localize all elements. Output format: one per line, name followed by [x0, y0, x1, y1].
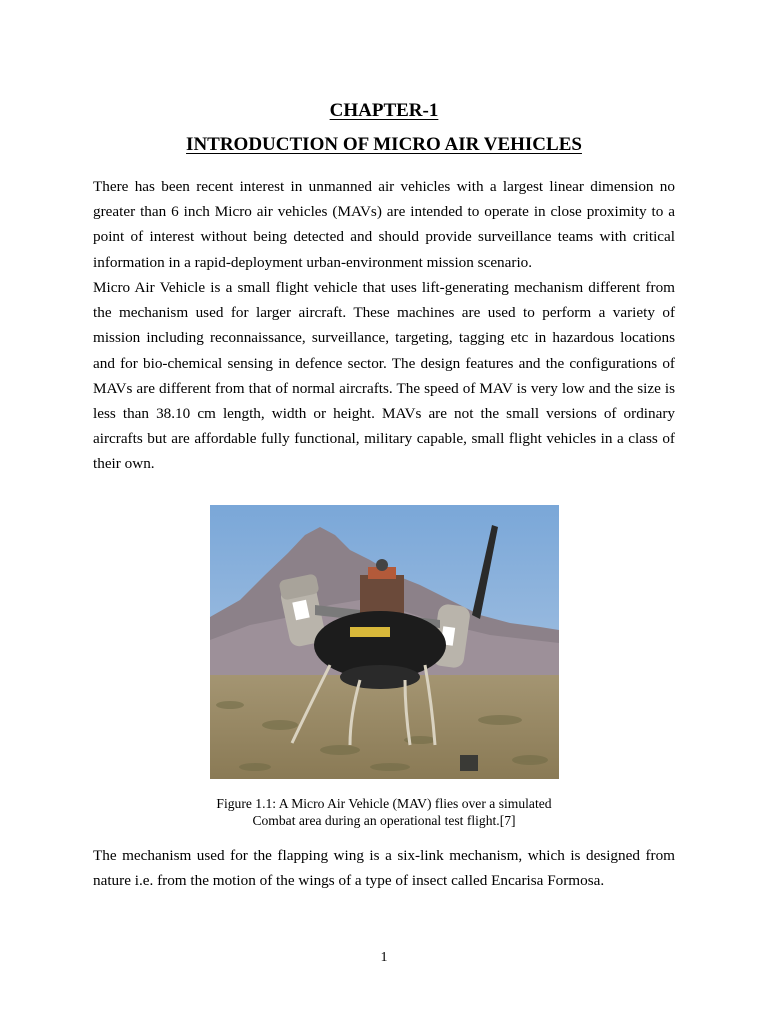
caption-line: Figure 1.1: A Micro Air Vehicle (MAV) flies over a simulated: [216, 796, 552, 811]
paragraph-definition: Micro Air Vehicle is a small flight vehicle that uses lift-generating mechanism different from the mechanism used for larger aircraft. These machines are used to perform a variety of mission including reconnaissance, surveillance, targeting, tagging etc in hazardous locations and for bio-chemical sensing in defence sector. The design features and the configurations of MAVs are different from that of normal aircrafts. The speed of MAV is very low and the size is less than 38.10 cm length, width or height. MAVs are not the small versions of ordinary aircrafts but are affordable fully functional, military capable, small flight vehicles in a class of their own.: [93, 279, 675, 473]
chapter-heading: CHAPTER-1: [329, 100, 439, 121]
paragraph-mechanism: The mechanism used for the flapping wing is a six-link mechanism, which is designed from nature i.e. from the motion of the wings of a type of insect called Encarisa Formosa.: [93, 847, 675, 890]
page-title: INTRODUCTION OF MICRO AIR VEHICLES: [186, 134, 582, 155]
figure-caption: [0, 795, 768, 829]
paragraph-intro: There has been recent interest in unmanned air vehicles with a largest linear dimension no greater than 6 inch Micro air vehicles (MAVs) are intended to operate in close proximity to a point of interest without being detected and should provide surveillance teams with critical information in a rapid-deployment urban-environment mission scenario.: [93, 178, 675, 271]
caption-line: Combat area during an operational test flight.[7]: [252, 813, 516, 828]
page-number: 1: [380, 950, 388, 965]
mav-photo: [210, 505, 559, 779]
